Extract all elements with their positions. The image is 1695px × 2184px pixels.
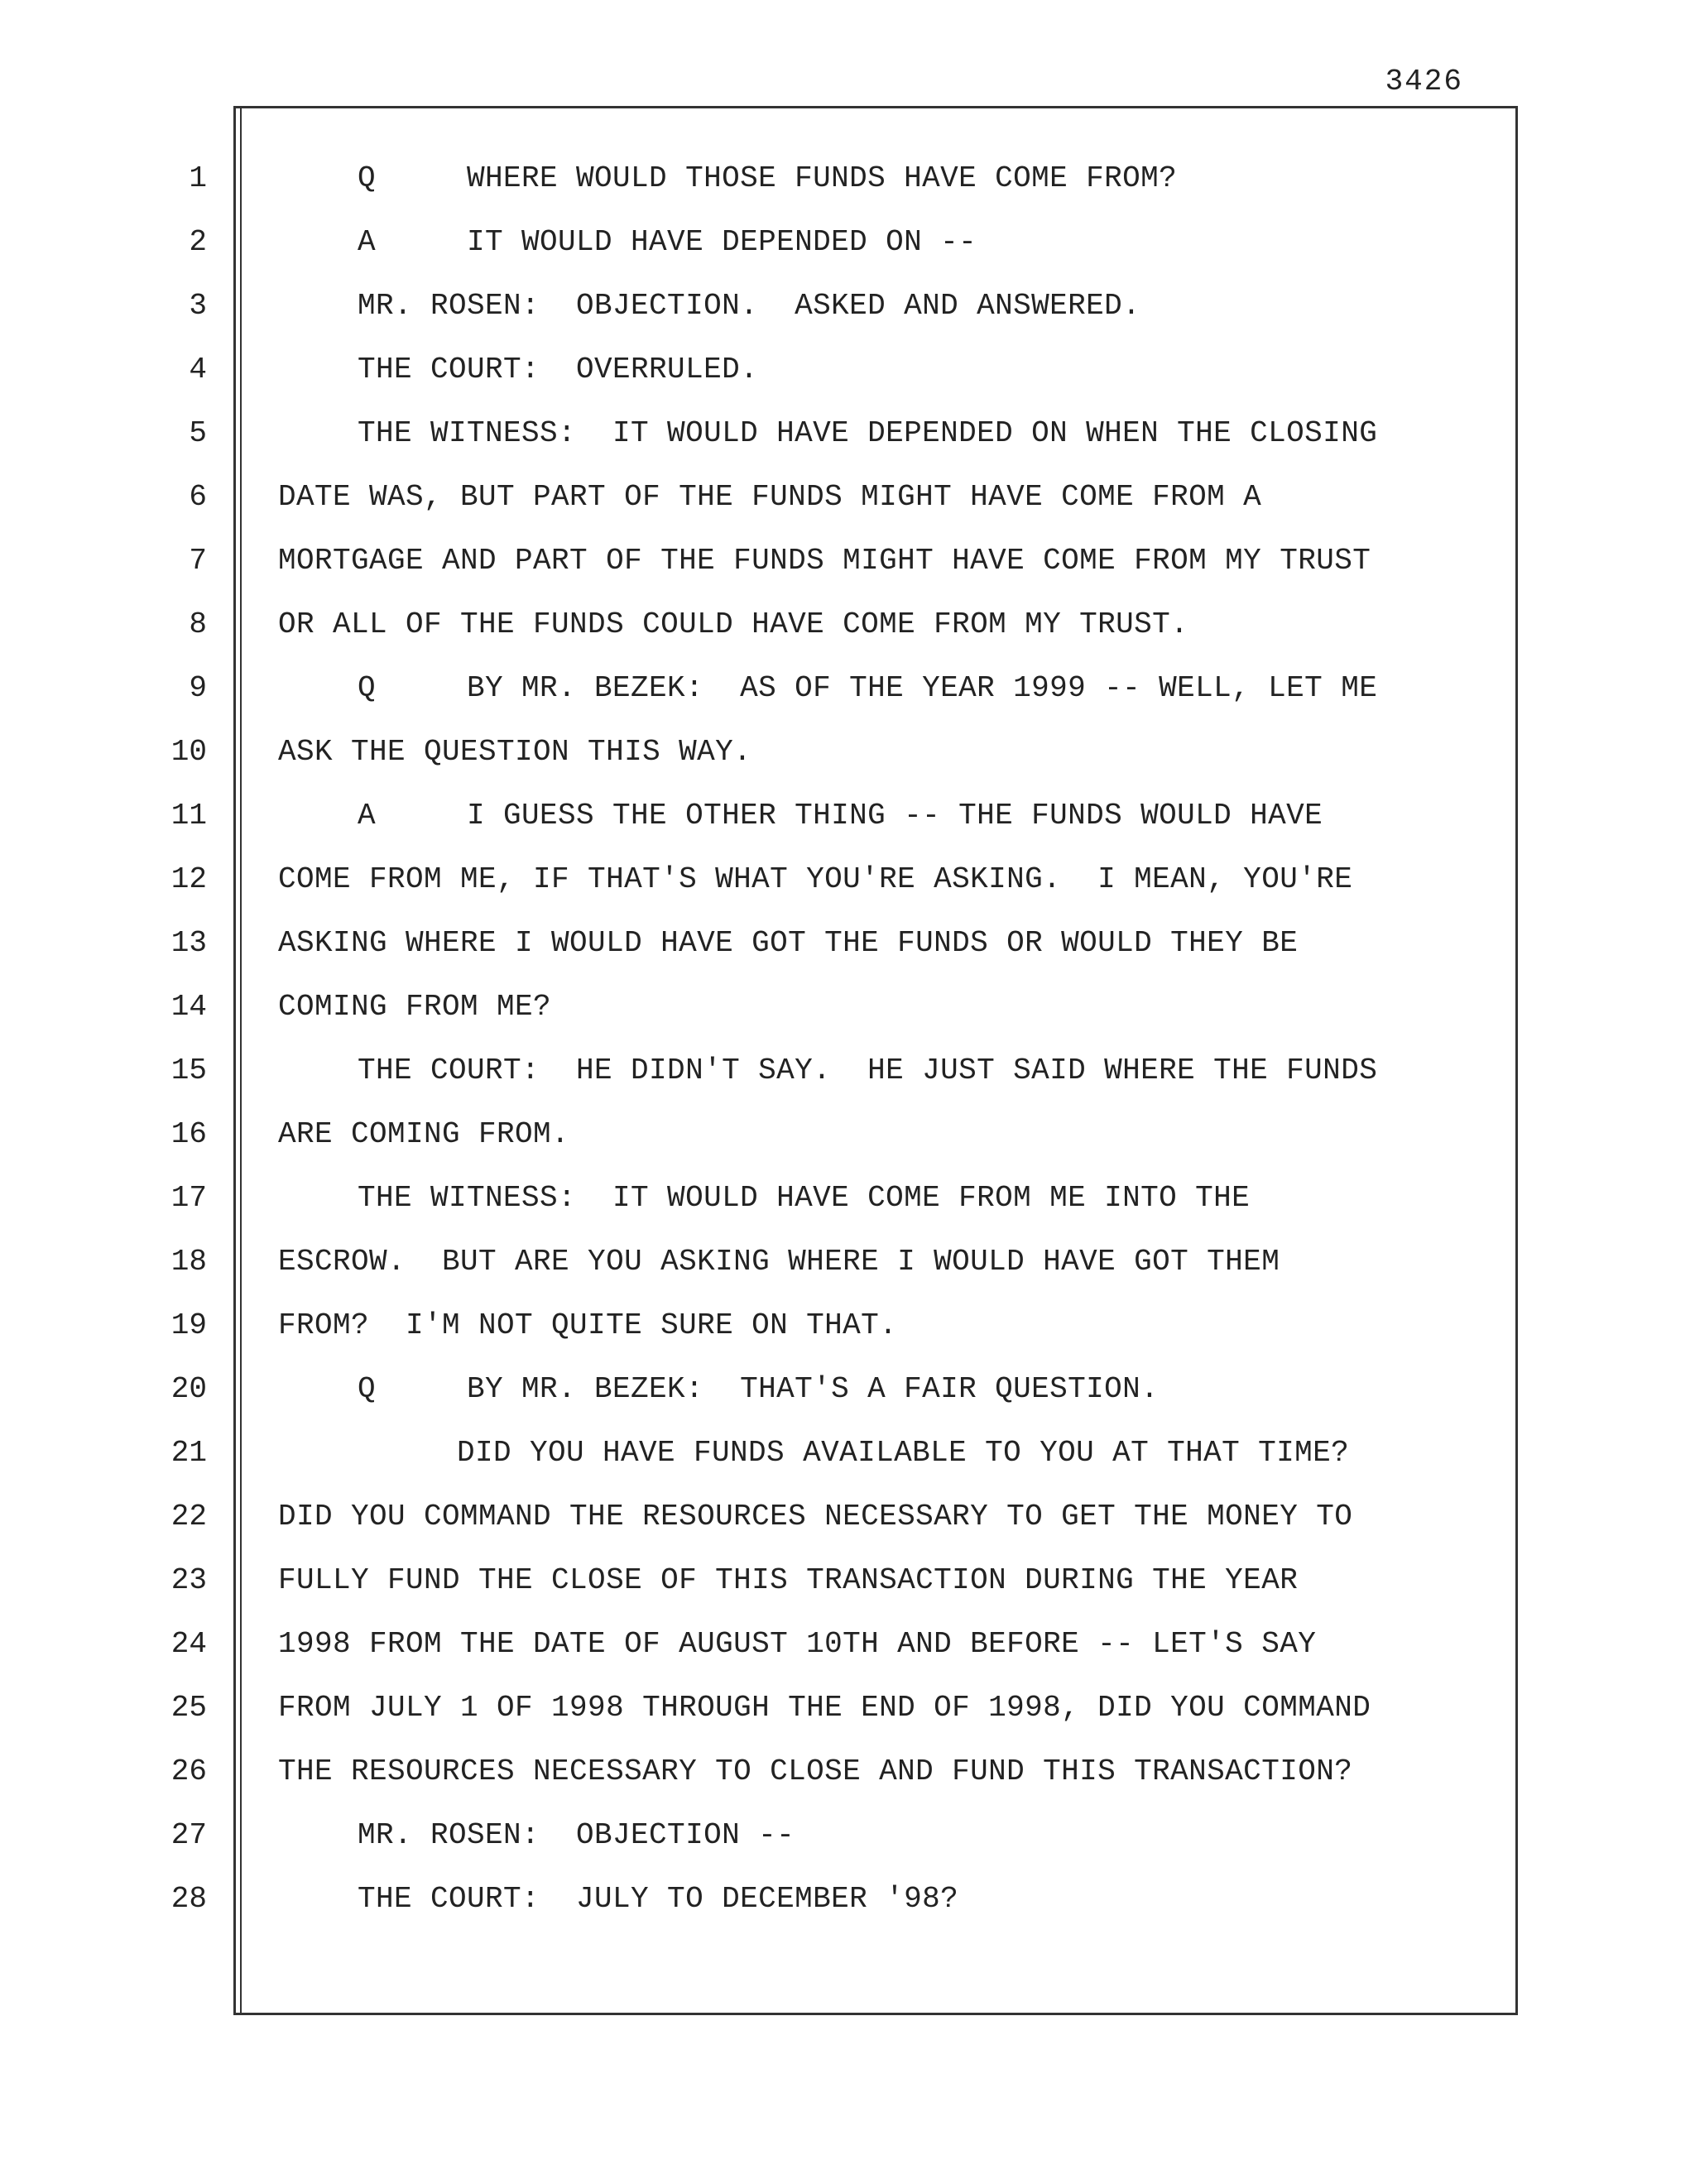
transcript-line: 1998 FROM THE DATE OF AUGUST 10TH AND BEFORE -- LET'S SAY <box>278 1627 1317 1661</box>
line-number: 8 <box>189 607 207 641</box>
transcript-line: THE WITNESS: IT WOULD HAVE COME FROM ME INTO THE <box>358 1181 1251 1215</box>
transcript-line: THE COURT: JULY TO DECEMBER '98? <box>358 1882 959 1916</box>
line-number: 24 <box>170 1627 207 1661</box>
line-number: 14 <box>170 990 207 1024</box>
transcript-line: A IT WOULD HAVE DEPENDED ON -- <box>358 225 977 259</box>
line-number: 11 <box>170 799 207 833</box>
line-number: 26 <box>170 1754 207 1788</box>
line-number: 7 <box>189 544 207 578</box>
line-number: 5 <box>189 416 207 450</box>
transcript-line: Q BY MR. BEZEK: AS OF THE YEAR 1999 -- WELL, LET ME <box>358 671 1378 705</box>
line-number: 16 <box>170 1117 207 1151</box>
transcript-line: ESCROW. BUT ARE YOU ASKING WHERE I WOULD HAVE GOT THEM <box>278 1245 1280 1279</box>
transcript-line: ASKING WHERE I WOULD HAVE GOT THE FUNDS OR WOULD THEY BE <box>278 926 1299 960</box>
line-number: 20 <box>170 1372 207 1406</box>
line-number: 1 <box>189 161 207 195</box>
transcript-line: THE RESOURCES NECESSARY TO CLOSE AND FUND THIS TRANSACTION? <box>278 1754 1353 1788</box>
line-number: 9 <box>189 671 207 705</box>
line-number: 23 <box>170 1563 207 1597</box>
line-number: 27 <box>170 1818 207 1852</box>
line-number: 21 <box>170 1436 207 1470</box>
transcript-line: FULLY FUND THE CLOSE OF THIS TRANSACTION DURING THE YEAR <box>278 1563 1299 1597</box>
transcript-line: MORTGAGE AND PART OF THE FUNDS MIGHT HAVE COME FROM MY TRUST <box>278 544 1371 578</box>
line-number: 15 <box>170 1054 207 1087</box>
line-number: 10 <box>170 735 207 769</box>
transcript-line: COME FROM ME, IF THAT'S WHAT YOU'RE ASKING. I MEAN, YOU'RE <box>278 862 1353 896</box>
transcript-line: DATE WAS, BUT PART OF THE FUNDS MIGHT HAVE COME FROM A <box>278 480 1262 514</box>
line-number: 17 <box>170 1181 207 1215</box>
transcript-line: DID YOU HAVE FUNDS AVAILABLE TO YOU AT THAT TIME? <box>457 1436 1350 1470</box>
transcript-line: Q WHERE WOULD THOSE FUNDS HAVE COME FROM? <box>358 161 1178 195</box>
transcript-line: THE WITNESS: IT WOULD HAVE DEPENDED ON WHEN THE CLOSING <box>358 416 1378 450</box>
transcript-line: OR ALL OF THE FUNDS COULD HAVE COME FROM MY TRUST. <box>278 607 1189 641</box>
transcript-line: THE COURT: OVERRULED. <box>358 353 759 386</box>
left-margin-rule <box>240 106 242 2015</box>
line-number: 28 <box>170 1882 207 1916</box>
transcript-line: MR. ROSEN: OBJECTION -- <box>358 1818 795 1852</box>
line-number: 12 <box>170 862 207 896</box>
line-number: 6 <box>189 480 207 514</box>
line-number: 4 <box>189 353 207 386</box>
line-number: 2 <box>189 225 207 259</box>
line-number: 19 <box>170 1308 207 1342</box>
line-number: 25 <box>170 1691 207 1725</box>
transcript-line: A I GUESS THE OTHER THING -- THE FUNDS WOULD HAVE <box>358 799 1323 833</box>
transcript-line: THE COURT: HE DIDN'T SAY. HE JUST SAID WHERE THE FUNDS <box>358 1054 1378 1087</box>
transcript-line: FROM JULY 1 OF 1998 THROUGH THE END OF 1998, DID YOU COMMAND <box>278 1691 1371 1725</box>
transcript-line: MR. ROSEN: OBJECTION. ASKED AND ANSWERED. <box>358 289 1141 323</box>
line-number: 3 <box>189 289 207 323</box>
transcript-body <box>278 157 1503 1942</box>
transcript-line: ASK THE QUESTION THIS WAY. <box>278 735 752 769</box>
line-number: 18 <box>170 1245 207 1279</box>
line-number-column <box>141 157 207 1942</box>
line-number: 22 <box>170 1500 207 1534</box>
page-number: 3426 <box>1385 65 1463 98</box>
transcript-line: DID YOU COMMAND THE RESOURCES NECESSARY TO GET THE MONEY TO <box>278 1500 1353 1534</box>
transcript-line: COMING FROM ME? <box>278 990 552 1024</box>
transcript-line: Q BY MR. BEZEK: THAT'S A FAIR QUESTION. <box>358 1372 1160 1406</box>
line-number: 13 <box>170 926 207 960</box>
transcript-line: ARE COMING FROM. <box>278 1117 570 1151</box>
transcript-line: FROM? I'M NOT QUITE SURE ON THAT. <box>278 1308 898 1342</box>
